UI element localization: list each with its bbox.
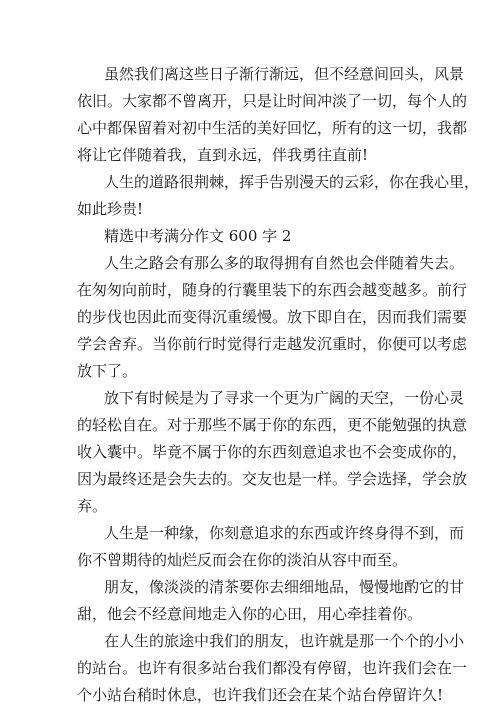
paragraph-line: 人生的道路很荆棘，挥手告别漫天的云彩，你在我心里， bbox=[104, 173, 480, 191]
paragraph-line: 在人生的旅途中我们的朋友，也许就是那一个个的小小 bbox=[104, 632, 465, 650]
paragraph-line: 你不曾期待的灿烂反而会在你的淡泊从容中而至。 bbox=[77, 551, 408, 569]
paragraph-line: 将让它伴随着我，直到永远，伴我勇往直前! bbox=[77, 146, 369, 164]
paragraph-line: 的轻松自在。对于那些不属于你的东西，更不能勉强的执意 bbox=[77, 416, 468, 434]
section-title: 精选中考满分作文 600 字 2 bbox=[104, 227, 292, 245]
paragraph-line: 人生之路会有那么多的取得拥有自然也会伴随着失去。 bbox=[104, 254, 465, 272]
paragraph-line: 如此珍贵! bbox=[77, 200, 144, 218]
paragraph-line: 虽然我们离这些日子渐行渐远，但不经意间回头，风景 bbox=[104, 65, 465, 83]
paragraph-line: 放下有时候是为了寻求一个更为广阔的天空，一份心灵 bbox=[104, 389, 465, 407]
paragraph-line: 依旧。大家都不曾离开，只是让时间冲淡了一切，每个人的 bbox=[77, 92, 468, 110]
paragraph-line: 个小站台稍时休息，也许我们还会在某个站台停留许久! bbox=[77, 686, 444, 704]
paragraph-line: 的步伐也因此而变得沉重缓慢。放下即自在，因而我们需要 bbox=[77, 308, 468, 326]
paragraph-line: 朋友，像淡淡的清茶要你去细细地品，慢慢地酌它的甘 bbox=[104, 578, 465, 596]
paragraph-line: 人生是一种缘，你刻意追求的东西或许终身得不到，而 bbox=[104, 524, 465, 542]
paragraph-line: 放下了。 bbox=[77, 362, 138, 380]
paragraph-line: 因为最终还是会失去的。交友也是一样。学会选择，学会放 bbox=[77, 470, 468, 488]
paragraph-line: 收入囊中。毕竟不属于你的东西刻意追求也不会变成你的， bbox=[77, 443, 468, 461]
paragraph-line: 在匆匆向前时，随身的行囊里装下的东西会越变越多。前行 bbox=[77, 281, 468, 299]
paragraph-line: 的站台。也许有很多站台我们都没有停留，也许我们会在一 bbox=[77, 659, 468, 677]
paragraph-line: 弃。 bbox=[77, 497, 108, 515]
paragraph-line: 心中都保留着对初中生活的美好回忆，所有的这一切，我都 bbox=[77, 119, 468, 137]
paragraph-line: 学会舍弃。当你前行时觉得行走越发沉重时，你便可以考虑 bbox=[77, 335, 468, 353]
paragraph-line: 甜，他会不经意间地走入你的心田，用心牵挂着你。 bbox=[77, 605, 423, 623]
